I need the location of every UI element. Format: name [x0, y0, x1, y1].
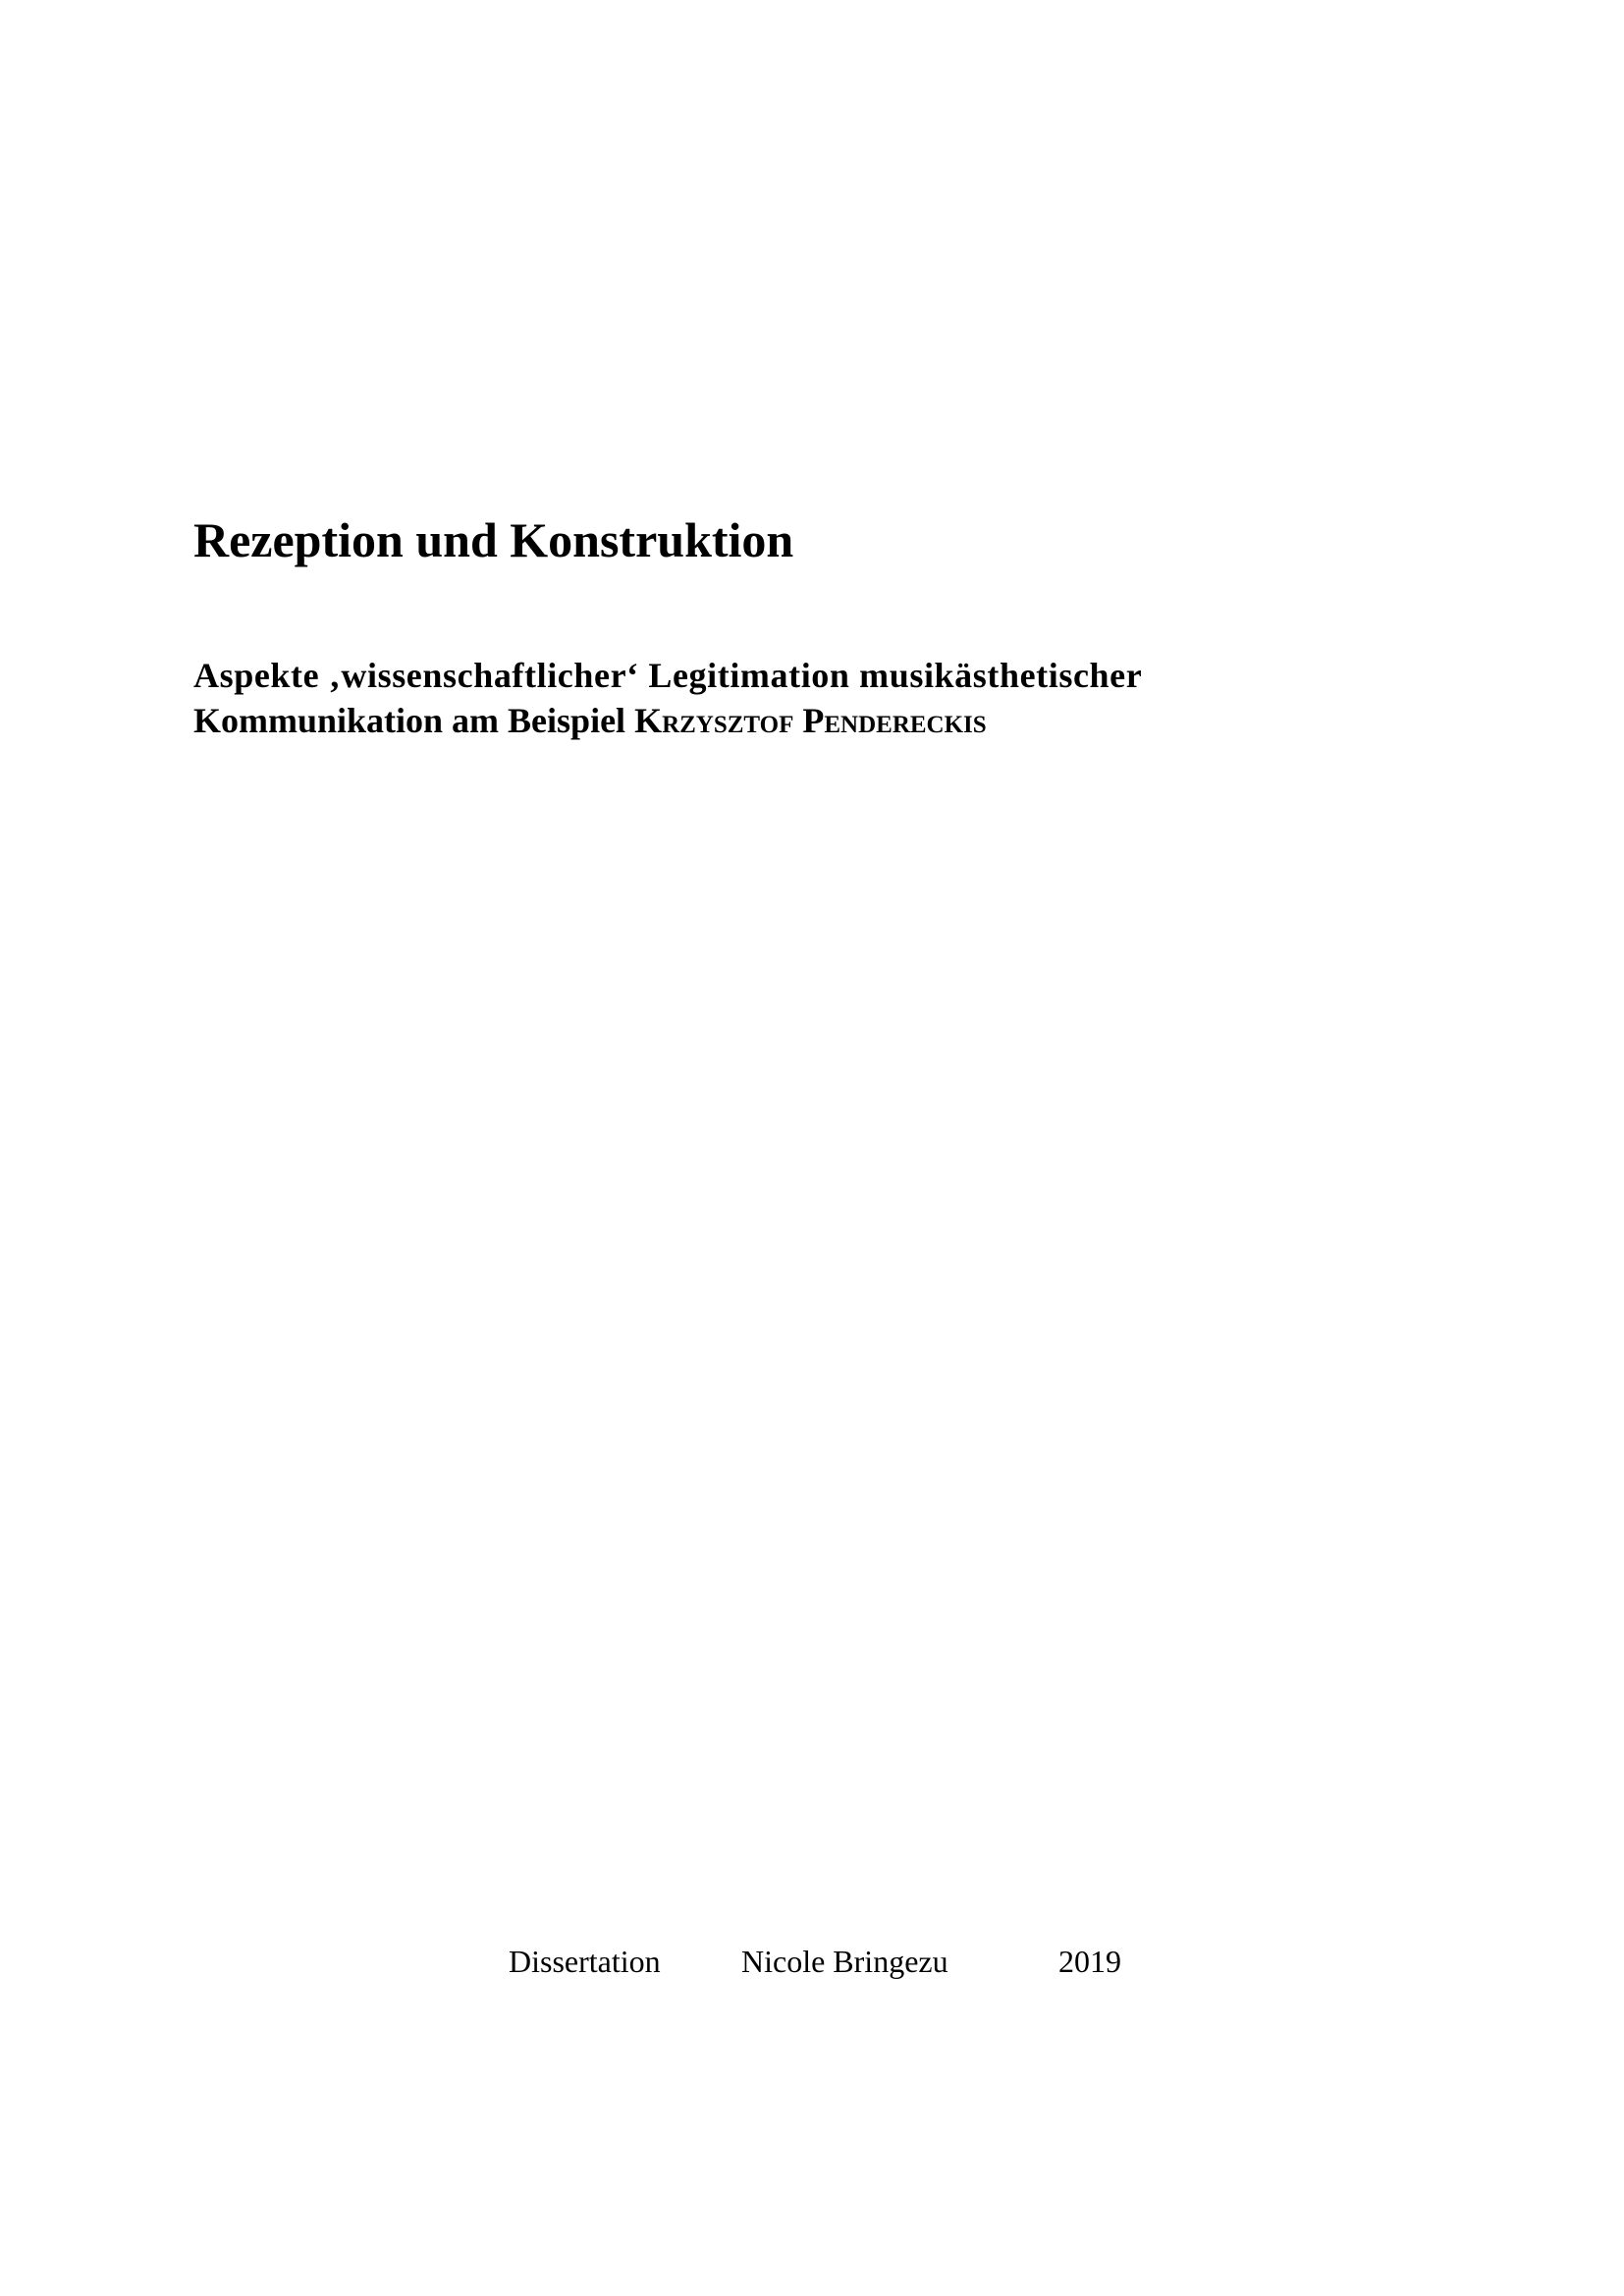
- title-page-footer: [0, 1940, 1624, 1983]
- subtitle-line-2: [193, 698, 1142, 743]
- author-name: Nicole Bringezu: [741, 1944, 948, 1979]
- composer-last-name: Pendereckis: [802, 701, 987, 740]
- publication-year: 2019: [1058, 1944, 1121, 1979]
- document-subtitle: [193, 653, 1142, 743]
- document-title: Rezeption und Konstruktion: [193, 512, 794, 567]
- subtitle-line-1: Aspekte ‚wissenschaftlicher‘ Legitimation musikästhetischer: [193, 656, 1143, 695]
- composer-first-name: Krzysztof: [634, 701, 794, 740]
- document-type: Dissertation: [509, 1944, 661, 1979]
- subtitle-line-2-prefix: Kommunikation am Beispiel: [193, 701, 635, 740]
